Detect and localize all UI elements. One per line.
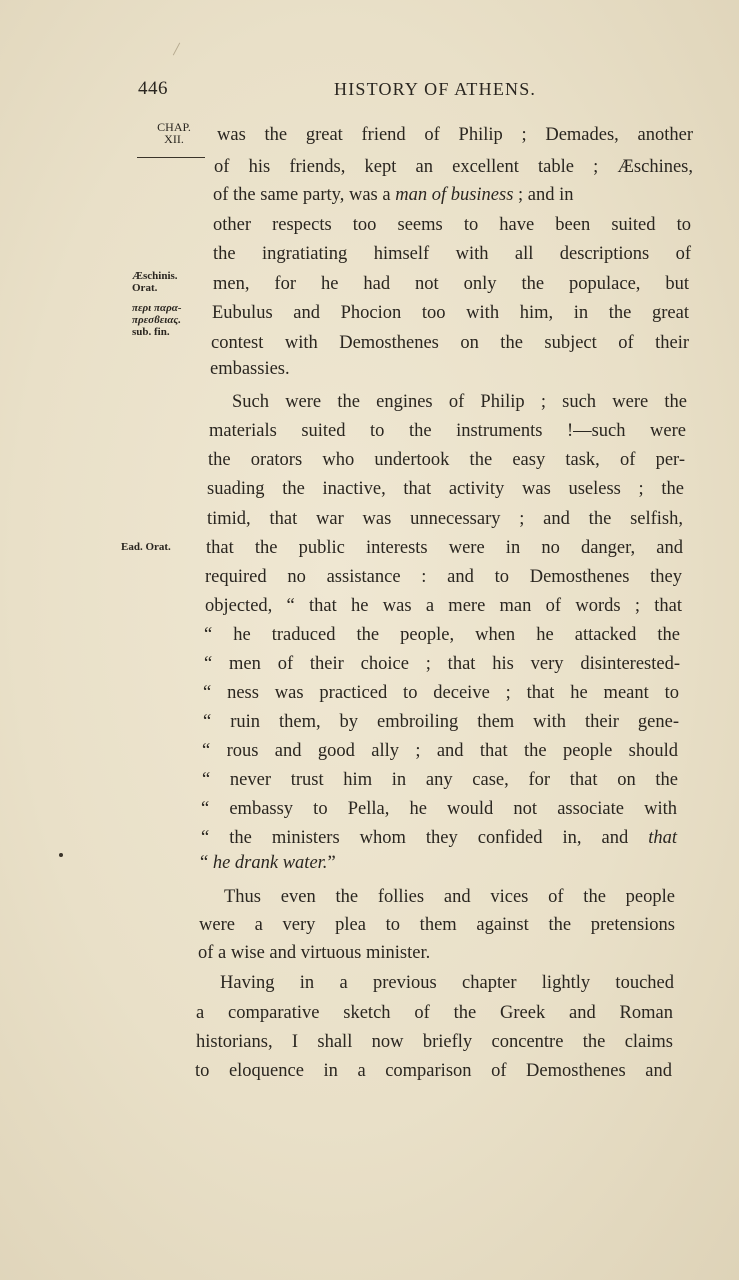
body-line: suading the inactive, that activity was useless ; the <box>207 479 684 499</box>
body-line: other respects too seems to have been suited to <box>213 215 691 235</box>
margin-note-line: Æschinis. <box>132 270 178 282</box>
body-line: “ never trust him in any case, for that on the <box>202 770 678 790</box>
body-line: the orators who undertook the easy task, of per- <box>208 450 685 470</box>
body-line: that the public interests were in no danger, and <box>206 538 683 558</box>
body-text: “ <box>200 853 213 873</box>
body-line: timid, that war was unnecessary ; and the selfish, <box>207 509 683 529</box>
page-number: 446 <box>138 78 168 99</box>
body-line: “ embassy to Pella, he would not associate with <box>201 799 677 819</box>
body-line: of a wise and virtuous minister. <box>198 943 431 963</box>
body-line <box>213 184 691 206</box>
body-line: a comparative sketch of the Greek and Roman <box>196 1003 673 1023</box>
body-line <box>201 827 677 849</box>
body-line: materials suited to the instruments !—such were <box>209 421 686 441</box>
body-line: of his friends, kept an excellent table ; Æschines, <box>214 157 693 177</box>
body-line: to eloquence in a comparison of Demosthenes and <box>195 1061 672 1081</box>
chapter-rule <box>137 157 205 158</box>
body-line: were a very plea to them against the pretensions <box>199 915 675 935</box>
body-text: of the same party, was a <box>213 185 396 205</box>
body-line: “ ness was practiced to deceive ; that he meant to <box>203 683 679 703</box>
body-line: contest with Demosthenes on the subject of their <box>211 333 689 353</box>
italic-text: man of business <box>395 185 514 205</box>
italic-text: that <box>648 828 677 848</box>
body-line: Having in a previous chapter lightly touched <box>220 973 674 993</box>
body-line: historians, I shall now briefly concentre the claims <box>196 1032 673 1052</box>
stray-mark <box>173 43 180 56</box>
body-line: Thus even the follies and vices of the people <box>224 887 675 907</box>
body-line: objected, “ that he was a mere man of words ; that <box>205 596 682 616</box>
chapter-marker <box>146 121 202 145</box>
body-line: required no assistance : and to Demosthenes they <box>205 567 682 587</box>
italic-text: he drank water. <box>212 853 328 873</box>
margin-note-line: Orat. <box>132 282 158 294</box>
margin-note-line: περι παρα- <box>132 302 182 314</box>
body-line: embassies. <box>210 359 290 379</box>
body-line: “ ruin them, by embroiling them with their gene- <box>203 712 679 732</box>
body-line: the ingratiating himself with all descriptions of <box>213 244 691 264</box>
ink-speck <box>59 853 63 857</box>
margin-note-line: sub. fin. <box>132 326 170 338</box>
body-line: men, for he had not only the populace, but <box>213 274 689 294</box>
body-line: Such were the engines of Philip ; such were the <box>232 392 687 412</box>
body-line: “ he traduced the people, when he attacked the <box>204 625 680 645</box>
margin-note-aeschines <box>132 270 182 338</box>
body-text: “ the ministers whom they confided in, and <box>201 828 649 848</box>
body-text: ; and in <box>513 185 574 205</box>
body-line: was the great friend of Philip ; Demades, another <box>217 125 693 145</box>
chapter-number: XII. <box>164 132 184 146</box>
running-title: HISTORY OF ATHENS. <box>334 79 537 99</box>
body-line: “ men of their choice ; that his very disinterested- <box>204 654 680 674</box>
chapter-label: CHAP. <box>157 120 191 134</box>
margin-note-ead-orat: Ead. Orat. <box>121 541 171 553</box>
body-line <box>200 852 676 874</box>
body-line: Eubulus and Phocion too with him, in the great <box>212 303 689 323</box>
body-text: ” <box>327 853 336 873</box>
body-line: “ rous and good ally ; and that the people should <box>202 741 678 761</box>
margin-note-line: πρεσϐειας. <box>132 314 182 326</box>
